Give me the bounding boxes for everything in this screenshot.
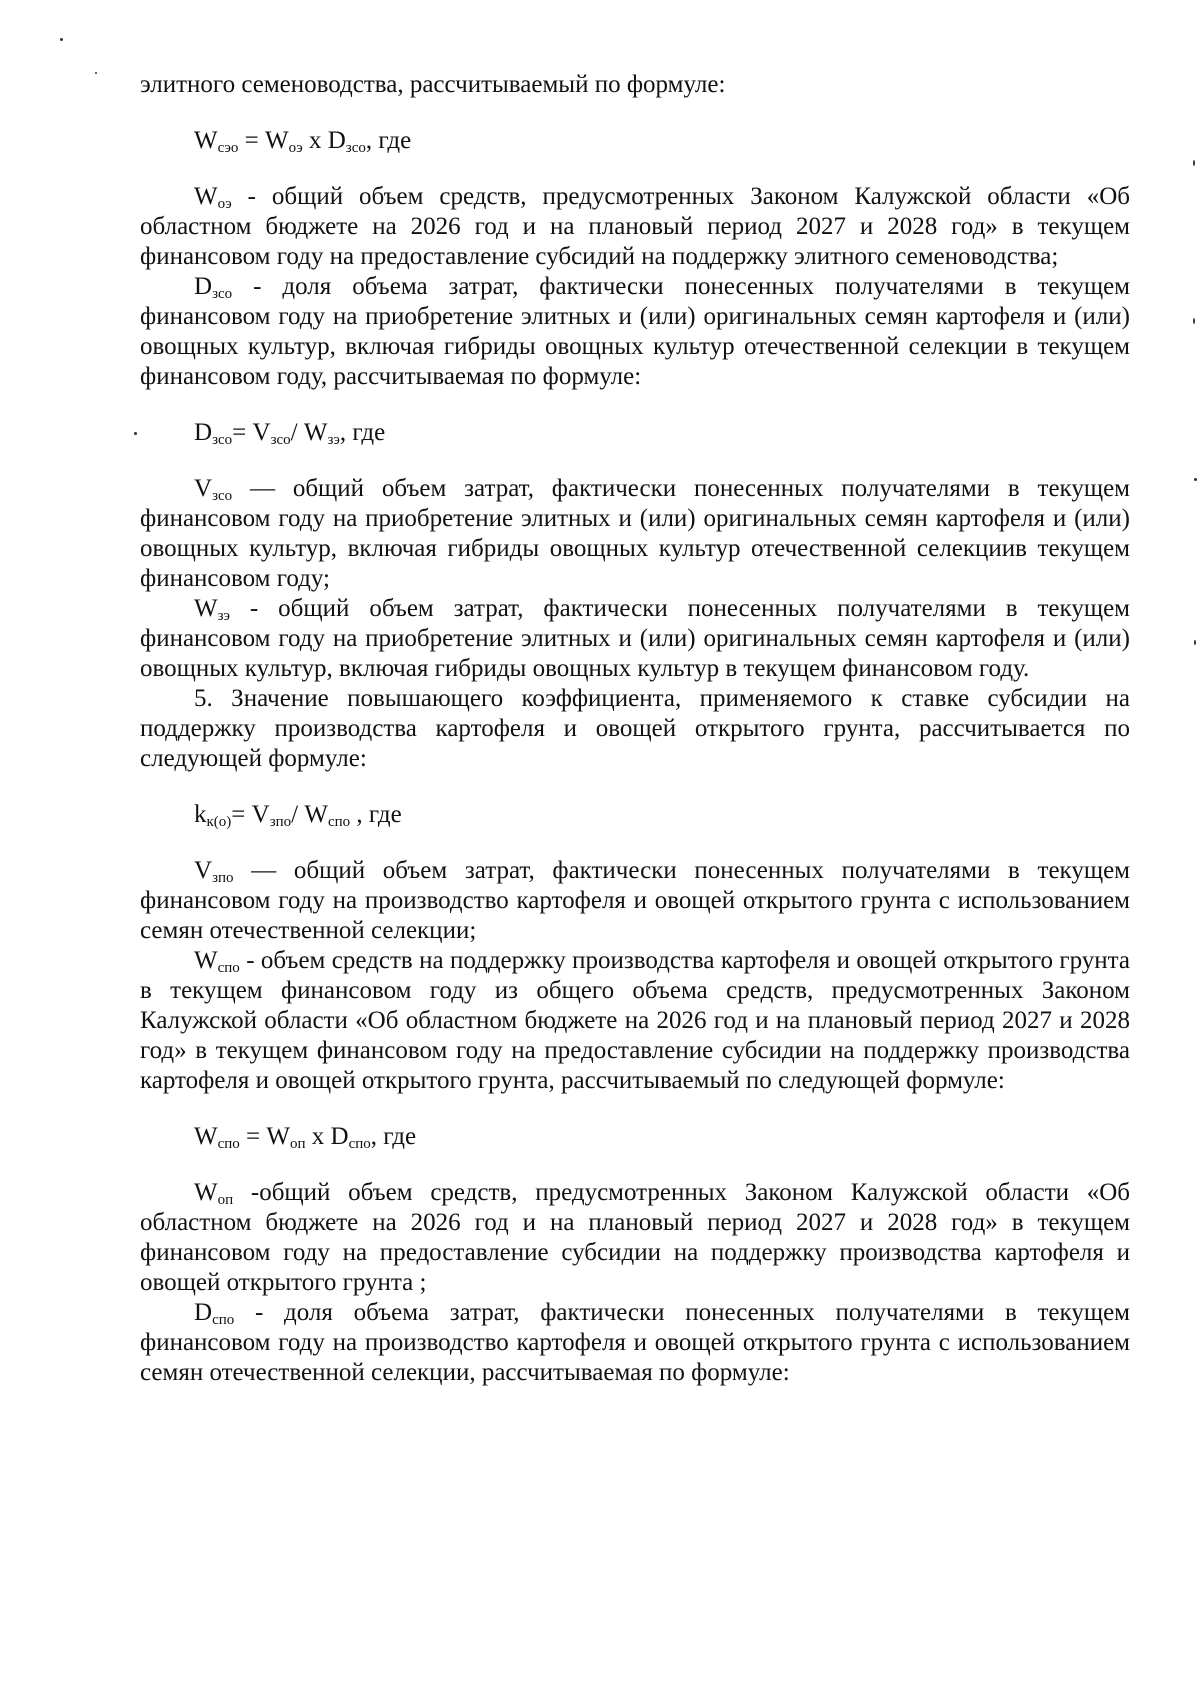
definition-wze xyxy=(140,594,1130,684)
formula-symbol: D xyxy=(194,419,213,446)
paragraph-text: 5. Значение повышающего коэффициента, применяемого к ставке субсидии на поддержку производства картофеля и овощей открытого грунта, рассчитывается по следующей формуле: xyxy=(140,685,1130,772)
formula-tail: , где xyxy=(370,1123,417,1150)
definition-text: - общий объем средств, предусмотренных Законом Калужской области «Об областном бюджете на 2026 год и на плановый период 2027 и 2028 год» в текущем финансовом году на предоставление субсидий на поддержку элитного семеноводства; xyxy=(140,183,1130,270)
formula-symbol: W xyxy=(265,127,289,154)
formula-operator: / xyxy=(291,801,305,828)
definition-subscript: зсо xyxy=(212,286,233,302)
formula-wspo xyxy=(140,1122,1130,1152)
definition-vzpo xyxy=(140,856,1130,946)
formula-symbol: W xyxy=(266,1123,291,1150)
formula-operator: = xyxy=(239,1123,267,1150)
definition-vzso xyxy=(140,474,1130,594)
formula-subscript: зсо xyxy=(270,432,291,448)
formula-subscript: спо xyxy=(327,814,351,830)
definition-subscript: оэ xyxy=(217,196,232,212)
formula-operator: = xyxy=(231,801,252,828)
paragraph-intro xyxy=(140,70,1130,100)
formula-symbol: W xyxy=(303,419,328,446)
definition-text: -общий объем средств, предусмотренных Законом Калужской области «Об областном бюджете на 2026 год и на плановый период 2027 и 2028 год» в текущем финансовом году на предоставление субсидии на поддержку производства картофеля и овощей открытого грунта ; xyxy=(140,1179,1130,1296)
formula-tail: , где xyxy=(350,801,402,828)
scan-speck xyxy=(95,72,97,74)
formula-symbol: V xyxy=(252,419,271,446)
scan-speck xyxy=(60,38,63,41)
formula-subscript: сэо xyxy=(217,140,239,156)
definition-subscript: зпо xyxy=(212,870,234,886)
formula-subscript: оп xyxy=(290,1136,306,1152)
formula-operator: = xyxy=(238,127,265,154)
definition-symbol: W xyxy=(194,595,218,622)
formula-symbol: W xyxy=(194,1123,218,1150)
formula-symbol: V xyxy=(251,801,270,828)
definition-symbol: D xyxy=(194,273,213,300)
definition-symbol: W xyxy=(194,1179,218,1206)
definition-symbol: D xyxy=(194,1299,213,1326)
paragraph-text: элитного семеноводства, рассчитываемый по формуле: xyxy=(140,71,726,98)
definition-subscript: зсо xyxy=(212,488,233,504)
definition-text: - объем средств на поддержку производства картофеля и овощей открытого грунта в текущем финансовом году из общего объема средств, предусмотренных Законом Калужской области «Об областном бюджете на 2026 год и на плановый период 2027 и 2028 год» в текущем финансовом году на предоставление субсидии на поддержку производства картофеля и овощей открытого грунта, рассчитываемый по следующей формуле: xyxy=(140,947,1130,1094)
formula-symbol: W xyxy=(304,801,328,828)
formula-symbol: k xyxy=(194,801,207,828)
definition-dspo xyxy=(140,1298,1130,1388)
formula-subscript: к(о) xyxy=(206,814,232,830)
definition-subscript: спо xyxy=(217,960,240,976)
definition-symbol: W xyxy=(194,183,218,210)
paragraph-item-5 xyxy=(140,684,1130,774)
definition-dzso xyxy=(140,272,1130,392)
definition-subscript: оп xyxy=(217,1192,234,1208)
definition-text: — общий объем затрат, фактически понесенных получателями в текущем финансовом году на производство картофеля и овощей открытого грунта с использованием семян отечественной селекции; xyxy=(140,857,1130,944)
formula-subscript: зэ xyxy=(327,432,340,448)
scan-speck xyxy=(1193,318,1195,324)
formula-tail: , где xyxy=(339,419,386,446)
formula-dzso xyxy=(140,418,1130,448)
definition-text: — общий объем затрат, фактически понесенных получателями в текущем финансовом году на приобретение элитных и (или) оригинальных семян картофеля и (или) овощных культур, включая гибриды овощных культур отечественной селекциив текущем финансовом году; xyxy=(140,475,1130,592)
definition-wop xyxy=(140,1178,1130,1298)
scan-speck xyxy=(1194,478,1197,481)
definition-symbol: V xyxy=(194,857,213,884)
formula-subscript: оэ xyxy=(288,140,303,156)
definition-text: - доля объема затрат, фактически понесенных получателями в текущем финансовом году на приобретение элитных и (или) оригинальных семян картофеля и (или) овощных культур, включая гибриды овощных культур отечественной селекции в текущем финансовом году, рассчитываемая по формуле: xyxy=(140,273,1130,390)
formula-tail: , где xyxy=(365,127,412,154)
formula-wseo xyxy=(140,126,1130,156)
formula-operator: = xyxy=(232,419,253,446)
formula-symbol: D xyxy=(330,1123,349,1150)
scan-speck xyxy=(1193,160,1195,166)
formula-operator: / xyxy=(290,419,304,446)
formula-symbol: W xyxy=(194,127,218,154)
formula-subscript: зпо xyxy=(269,814,292,830)
definition-text: - доля объема затрат, фактически понесенных получателями в текущем финансовом году на производство картофеля и овощей открытого грунта с использованием семян отечественной селекции, рассчитываемая по формуле: xyxy=(140,1299,1130,1386)
formula-operator: х xyxy=(302,127,328,154)
definition-symbol: W xyxy=(194,947,218,974)
formula-kko xyxy=(140,800,1130,830)
formula-symbol: D xyxy=(327,127,346,154)
scan-speck xyxy=(134,432,137,435)
formula-operator: х xyxy=(305,1123,331,1150)
formula-subscript: спо xyxy=(217,1136,240,1152)
document-body xyxy=(140,70,1130,1388)
scan-speck xyxy=(1194,640,1196,645)
formula-subscript: спо xyxy=(348,1136,371,1152)
definition-subscript: зэ xyxy=(217,608,230,624)
definition-text: - общий объем затрат, фактически понесенных получателями в текущем финансовом году на приобретение элитных и (или) оригинальных семян картофеля и (или) овощных культур, включая гибриды овощных культур в текущем финансовом году. xyxy=(140,595,1130,682)
definition-symbol: V xyxy=(194,475,213,502)
definition-subscript: спо xyxy=(212,1312,235,1328)
definition-wspo xyxy=(140,946,1130,1096)
formula-subscript: зсо xyxy=(212,432,233,448)
formula-subscript: зсо xyxy=(345,140,366,156)
definition-woe xyxy=(140,182,1130,272)
